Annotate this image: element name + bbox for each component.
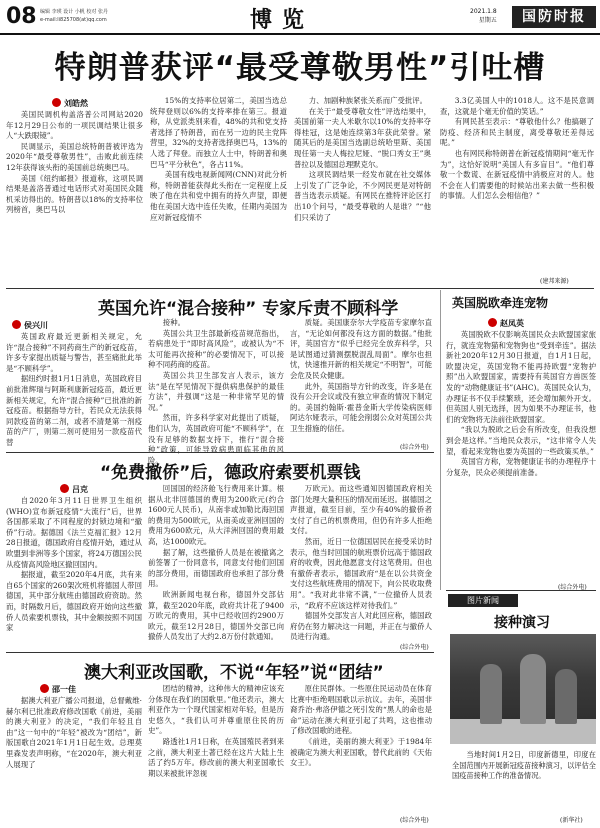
source-note: (综合外电) [400,444,429,451]
person-figure [520,654,546,724]
byline-germany [60,484,88,495]
paragraph: 英国官方称，宠物健康证书的办理程序十分复杂，民众必须提前准备。 [446,457,596,477]
paragraph: 3.3亿美国人中的1018人。这不是民意调查，这就是个毫无价值的笑话。” [440,96,594,116]
paragraph: 《前进，美丽的澳大利亚》于1984年被确定为澳大利亚国歌，替代此前的《天佑女王》。 [290,736,432,768]
section-title: 博览 [250,7,315,33]
paragraph: 然而，近日一位德国居民在接受采访时表示，他当时回国的航班票价远高于德国政府的收费，因此他愿意支付这笔费用。但也有撤侨者表示，德国政府“是在以公共资金支付这些航班费用的情况下，向公民收取费用”。“我对此非常不满，”一位撤侨人员表示，“政府不应该这样对待我们。” [290,536,432,610]
article2-col1 [6,332,142,450]
divider [6,652,434,653]
paragraph: 英国公共卫生部发言人表示，该方法“是在罕见情况下提供病患保护的最佳方法”，并强调“这是一种非常罕见的情况。” [148,370,284,412]
paragraph: 路透社1月1日称，在英国殖民者到来之前，澳大利亚土著已经在这片大陆上生活了约5万年。修改前的澳大利亚国歌长期以来被批评忽视 [148,736,284,778]
paragraph: 原住民群体。一些原住民运动员在体育比赛中拒绝唱国歌以示抗议。去年，美国非裔乔治·弗洛伊德之死引发的“黑人的命也是命”运动在澳大利亚引起了共鸣，这也推动了修改国歌的进程。 [290,684,432,736]
paragraph: 英国公共卫生部最新疫苗规范指出，若病患处于“即时高风险”，或被认为“不太可能再次接种”的必要情况下，可以接种不同药商的疫苗。 [148,328,284,370]
paragraph: 这项民调结果一经发布就在社交媒体上引发了广泛争论，不少网民更是对特朗普当选表示质疑。有网民在推特评论区打出10个问号，“最受尊敬的人是谁？”“他们只采访了 [294,170,431,222]
paragraph: 据纽约时报1月1日消息，英国政府目前批准辉瑞与阿斯利康新冠疫苗，最近更新相关规定，允许“混合接种”已批准的新冠疫苗。根据指导方针，若民众无法获得同款疫苗的第二剂，或者不清楚第一剂疫苗的产厂，则第二剂可使用另一款疫苗代替 [6,374,142,447]
author-name: 刘皓然 [64,99,88,108]
author-name: 侯兴川 [24,321,48,330]
article1-col4 [440,96,594,274]
paragraph: 在关于“最受尊敬女性”评选结果中，美国前第一夫人米歇尔以10%的支持率夺得桂冠，这是她连续第3年获此荣誉。紧随其后的是美国当选副总统哈里斯、美国现任第一夫人梅拉尼娅、“脱口秀女王”奥普拉以及德国总理默克尔。 [294,106,431,169]
paragraph: 英国政府最近更新相关规定，允许“混合接种”不同药商生产的新冠疫苗，许多专家提出质疑与警告，甚至痛批此举是“不顾科学”。 [6,332,142,373]
byline-uk-vaccine [12,320,48,331]
article5-col1 [6,696,142,824]
photo-caption [452,750,596,782]
author-icon [40,684,49,693]
paragraph: 万欧元)。而这些通知因德国政府相关部门处理大量积压的情况而延迟。据德国之声报道，截至目前，至少有40%的撤侨者支付了自己的机票费用，但仍有许多人拒绝支付。 [290,484,432,536]
vaccination-drill-photo [450,634,596,744]
paragraph: 美国民调机构盖洛普公司网站2020年12月29日公布的一项民调结果让很多人“大跌眼镜”。 [6,110,143,141]
article1-col2 [150,96,287,285]
headline-germany: “免费撤侨”后，德政府索要机票钱 [100,463,361,483]
page-header [0,0,600,35]
paper-logo: 国防时报 [512,6,596,28]
paragraph: 有网民甚至表示：“尊敬他什么？他搞砸了防疫、经济和民主制度，离受尊敬还差得远呢。” [440,117,594,148]
issue-date [470,7,497,25]
author-icon [60,484,69,493]
article2-col3 [290,318,432,442]
author-icon [488,318,497,327]
headline-trump: 特朗普获评“最受尊敬男性”引吐槽 [54,50,546,86]
divider [6,288,594,289]
article1-col1 [6,110,143,285]
author-name: 邵一佳 [52,685,76,694]
article3-col1 [446,330,596,584]
source-note: (综合外电) [400,817,429,824]
paragraph: 团结的精神，这种伟大的精神应该充分体现在我们的国歌里。”他还表示，澳大利亚作为一个现代国家相对年轻，但是历史悠久，“我们认可并尊重原住民的历史”。 [148,684,284,736]
paragraph: 质疑。美国康奈尔大学疫苗专家摩尔直言，“无论如何都没有这方面的数据。”他批评，英国官方“似乎已经完全放弃科学，只是试图通过猜测摆脱混乱局面”。摩尔也担忧，快速推开新的相关规定“不明智”，可能会危及民众健康。 [290,318,432,380]
byline-trump [52,98,88,109]
byline-pets [488,318,524,329]
byline-australia [40,684,76,695]
paragraph: 据了解，这些撤侨人员是在被撤离之前签署了一份同意书，同意支付他们回国的部分费用，而德国政府也承担了部分费用。 [148,547,284,589]
author-name: 赵凤英 [500,319,524,328]
paragraph: 民调显示，美国总统特朗普被评选为2020年“最受尊敬男性”，击败此前连续12年获得该头衔的美国前总统奥巴马。 [6,141,143,172]
article5-col2 [148,684,284,824]
paragraph: 德国外交部发言人对此回应称，德国政府仍在努力解决这一问题，并正在与撤侨人员进行沟通。 [290,611,432,642]
paragraph: 美国《纽约邮报》报道称，这项民调结果是盖洛普通过电话形式对美国民众随机采访得出的。特朗普以18%的支持率位列榜首，奥巴马以 [6,173,143,215]
editor-line: 编辑 李瑛 设计 小帆 校对 张丹 [40,9,108,15]
paragraph: 据澳大利亚广播公司报道，总督戴维·赫尔利已批准政府修改国歌《前进，美丽的澳大利亚》的决定，“我们年轻且自由”这一句中的“年轻”被改为“团结”，新版国歌自2021年1月1日起生效。总理莫里森发表声明称，“在2020年，澳大利亚人展现了 [6,696,142,769]
article4-col2 [148,484,284,648]
photo-title: 接种演习 [494,615,550,631]
article4-col1 [6,496,142,648]
article5-col3 [290,684,432,814]
paragraph: 自2020年3月11日世界卫生组织(WHO)宣布新冠疫情“大流行”后，世界各国都采取了不同程度的封锁边境和“撤侨”行动。据德国《法兰克福汇报》12月28日报道，德国政府自疫情开始，通过从欧盟到非洲等多个国家，将24万德国公民从疫情高风险地区撤回国内。 [6,496,142,569]
date-text: 2021.1.8 [470,8,497,15]
article2-col2 [148,318,284,465]
divider [446,590,596,591]
person-figure [480,664,502,724]
paragraph: “我以为脱欧之后会有所改变，但我没想到会是这样。”当地民众表示，“这非常令人失望，看起来宠物也要为英国的一些政策买单。” [446,425,596,456]
headline-australia: 澳大利亚改国歌，不说“年轻”说“团结” [84,663,384,683]
author-icon [12,320,21,329]
paragraph: 据报道，截至2020年4月底，共有来自65个国家的260架次班机将德国人带回德国，其中部分航班由德国政府资助。然而，时隔数月后，德国政府开始向这些撤侨人员索要机票钱，其中金额按照不同国家 [6,570,142,633]
page-number: 08 [6,4,37,29]
photo-news-tag: 图片新闻 [448,594,518,607]
source-note: (综合外电) [400,644,429,651]
source-note: (综合外电) [558,584,587,591]
divider [6,452,434,453]
paragraph: 15%的支持率位居第二，美国当选总统拜登则以6%的支持率排在第三。报道称，从党派类别来看，48%的共和党支持者选择了特朗普，而在另一边的民主党阵营里，32%的支持者选择奥巴马，13%的人选了拜登。而独立人士中，特朗普和奥巴马“平分秋色”，各占11%。 [150,96,287,169]
paragraph: 此外，英国指导方针的改变，许多是在没有公开会议或没有独立审查的情况下制定的。美国约翰斯·霍普金斯大学传染病医师阿达尔娅表示，可能会削弱公众对英国公共卫生措施的信任。 [290,381,432,433]
author-icon [52,98,61,107]
person-figure [555,669,577,724]
paragraph: 力、加剧种族紧张关系而广受批评。 [308,96,428,105]
paragraph: 欧洲新闻电视台称，德国外交部估算，截至2020年底，政府共计花了9400万欧元的费用，其中已经收回约2900万欧元，截至12月28日，德国外交部已向撤侨人员发出了大约2.8万份付款通知。 [148,589,284,642]
email-line: e-mail:li825708(at)qq.com [40,17,107,23]
author-name: 吕克 [72,485,88,494]
paragraph: 美国有线电视新闻网(CNN)对此分析称，特朗普能获得此头衔在一定程度上反映了他在共和党中拥有的持久声望，即便他在美国大选中连任失败，任期内美国为应对新冠疫情不 [150,170,287,222]
article1-col3 [294,96,431,285]
paragraph: 也有网民称特朗普在新冠疫情期间“毫无作为”，这恰好说明“美国人有多盲目”。“他们尊敬一个数谎、在新冠疫情中消极应对的人。他不会在人们需要他的时候站出来去做一些积极的事情。人们怎么会相信他？” [440,148,594,201]
paragraph: 然而，许多科学家对此提出了质疑，他们认为，英国政府可能“不顾科学”，在没有足够的数据支持下，推行“混合接种”政策，可能导致病患面临其他的风险。 [148,413,284,465]
article4-col3 [290,484,432,642]
paragraph: 英国脱欧不仅影响英国民众去欧盟国家旅行，就连宠物猫和宠物狗也“受到牵连”。据法新社2020年12月30日报道，自1月1日起，欧盟决定，英国宠物不能再持欧盟“宠物护照”出入欧盟国家，需要持有英国官方兽医签发的“动物健康证书”(AHC)。英国民众认为，办理证书不仅手续繁琐，还会增加额外开支。但英国人别无选择，因为如果不办理证书，他们的宠物将无法前往欧盟国家。 [446,330,596,424]
weekday-text: 星期五 [478,17,497,24]
divider [440,290,441,590]
editor-info [40,8,108,24]
paragraph: 接种。 [162,318,185,327]
headline-pets: 英国脱欧牵连宠物 [452,296,549,310]
headline-uk-vaccine: 英国允许“混合接种” 专家斥责不顾科学 [98,299,399,319]
caption-text: 当地时间1月2日，印度新德里，印度在全国范围内开展新冠疫苗接种演习，以评估全国疫苗接种工作的准备情况。 [452,750,596,780]
source-note: (建邦来源) [540,278,569,285]
paragraph: 回国国的经济舱飞行费用来计算。根据从北非回德国的费用为200欧元(约合1600元人民币)，从南非或加勒比海回国的费用为500欧元，从南美或亚洲回国的费用为600欧元，从大洋洲回国的费用最高，达1000欧元。 [148,484,284,546]
source-note: (新华社) [560,817,583,824]
